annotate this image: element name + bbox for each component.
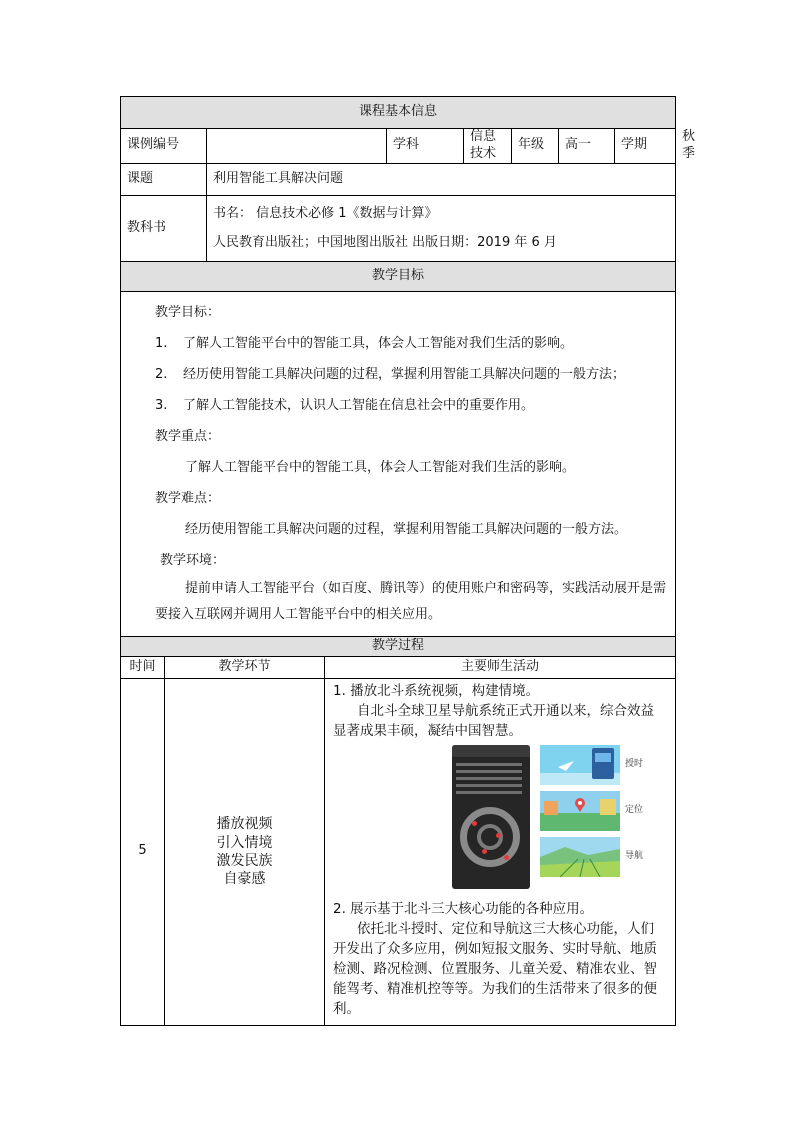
grade-value: 高一 — [559, 129, 615, 164]
stage-line: 播放视频 — [216, 816, 273, 833]
textbook-publisher: 人民教育出版社；中国地图出版社 出版日期：2019 年 6 月 — [213, 235, 557, 251]
term-label: 学期 — [615, 129, 676, 164]
grade-label: 年级 — [512, 129, 559, 164]
difficulty-label: 教学难点： — [155, 491, 221, 507]
figure-label-positioning: 定位 — [625, 804, 644, 815]
goal-item — [155, 359, 667, 390]
environment-text: 提前申请人工智能平台（如百度、腾讯等）的使用账户和密码等，实践活动展开是需要接入互联网并调用人工智能平台中的相关应用。 — [155, 581, 667, 623]
subject-value: 信息技术 — [464, 129, 512, 164]
key-points-label: 教学重点： — [155, 429, 221, 445]
activity-item-1: 1. 播放北斗系统视频，构建情境。 — [333, 682, 540, 699]
activity-item-2-body: 依托北斗授时、定位和导航这三大核心功能，人们开发出了众多应用，例如短报文服务、实时导航、地质检测、路况检测、位置服务、儿童关爱、精准农业、智能驾考、精准机控等等。为我们的生活带来了很多的便利。 — [333, 920, 657, 1017]
textbook-info — [207, 195, 676, 261]
goal-number: 2. — [155, 367, 168, 383]
textbook-title: 书名： 信息技术必修 1《数据与计算》 — [213, 206, 438, 222]
goal-item — [155, 390, 667, 421]
timing-illustration — [540, 745, 620, 785]
activity-item-1-body: 自北斗全球卫星导航系统正式开通以来，综合效益显著成果丰硕，凝结中国智慧。 — [333, 702, 654, 739]
goal-item — [155, 328, 667, 359]
phone-screenshot-image — [452, 745, 530, 889]
goal-text: 了解人工智能技术，认识人工智能在信息社会中的重要作用。 — [183, 398, 535, 414]
goal-number: 1. — [155, 336, 168, 352]
section-heading-objectives: 教学目标 — [121, 261, 676, 291]
col-header-time: 时间 — [121, 656, 165, 678]
case-no-value — [207, 129, 387, 164]
positioning-illustration — [540, 791, 620, 831]
topic-label: 课题 — [121, 163, 207, 195]
stage-line: 自豪感 — [223, 870, 266, 887]
figure-label-navigation: 导航 — [625, 850, 644, 861]
goal-text: 了解人工智能平台中的智能工具，体会人工智能对我们生活的影响。 — [183, 336, 574, 352]
environment-label: 教学环境： — [160, 553, 226, 569]
section-heading-basic-info: 课程基本信息 — [121, 97, 676, 129]
goals-label: 教学目标： — [155, 305, 221, 321]
stage-line: 引入情境 — [216, 834, 273, 851]
textbook-label: 教科书 — [121, 195, 207, 261]
activity-cell — [325, 678, 676, 1025]
activity-item-2: 2. 展示基于北斗三大核心功能的各种应用。 — [333, 900, 594, 917]
stage-line: 激发民族 — [216, 852, 273, 869]
subject-label: 学科 — [387, 129, 464, 164]
time-cell: 5 — [121, 678, 165, 1025]
figure-label-timing: 授时 — [625, 758, 644, 769]
beidou-figure — [333, 745, 667, 893]
topic-value: 利用智能工具解决问题 — [207, 163, 676, 195]
stage-cell — [165, 678, 325, 1025]
difficulty-text: 经历使用智能工具解决问题的过程，掌握利用智能工具解决问题的一般方法。 — [185, 522, 628, 538]
key-points-text: 了解人工智能平台中的智能工具，体会人工智能对我们生活的影响。 — [185, 460, 576, 476]
goal-number: 3. — [155, 398, 168, 414]
objectives-body — [121, 291, 676, 636]
case-no-label: 课例编号 — [121, 129, 207, 164]
section-heading-process: 教学过程 — [121, 636, 676, 656]
col-header-activity: 主要师生活动 — [325, 656, 676, 678]
col-header-stage: 教学环节 — [165, 656, 325, 678]
lesson-plan-table: 课程基本信息 课例编号 学科 信息技术 年级 高一 学期 秋季 课题 利用智能工具解决问题 教科书 书名： 信息技术必修 1《数据与计算》 人民教育出版社；中国地图出版社 出版日期：2019 年 6 月 教学目标 教学目标： 1. 了解人工智能平台中的智能工具，体会人工智能对我们生活的影响。 2. 经历使用智能工具解决问题的过程，掌握利用智能工具解决问题的一般方法； 3. 了解人工智能技术，认识人工智能在信息社会中的重要作用。 教学重点： 了解人工智能平台中的智能工具，体会人工智能对我们生活的影响。 教学难点： 经历使用智能工具解决问题的过程，掌握利用智能工具解决问题的一般方法。 教学环境： 提前申请人工智能平台（如百度、腾讯等）的使用账户和密码等，实践活动展开是需要接入互联网并调用人工智能平台中的相关应用。 教学过程 时间 教学环节 主要师生活动 5 播放视频 引入情境 激发民族 自豪感 1. 播放北斗系统视频，构建情境。 自北斗全球卫星导航系统正式开通以来，综合效益显著成果丰硕，凝结中国智慧。 授时 定位 导航 2. 展示基于北斗三大核心功能的各种应用。 依托北斗授时、定位和导航这三大核心功能，人们开发出了众多应用，例如短报文服务、实时导航、地质检测、路况检测、位置服务、儿童关爱、精准农业、智能驾考、精准机控等等。为我们的生活带来了很多的便利。 — [120, 96, 676, 1026]
navigation-illustration — [540, 837, 620, 877]
goal-text: 经历使用智能工具解决问题的过程，掌握利用智能工具解决问题的一般方法； — [183, 367, 626, 383]
